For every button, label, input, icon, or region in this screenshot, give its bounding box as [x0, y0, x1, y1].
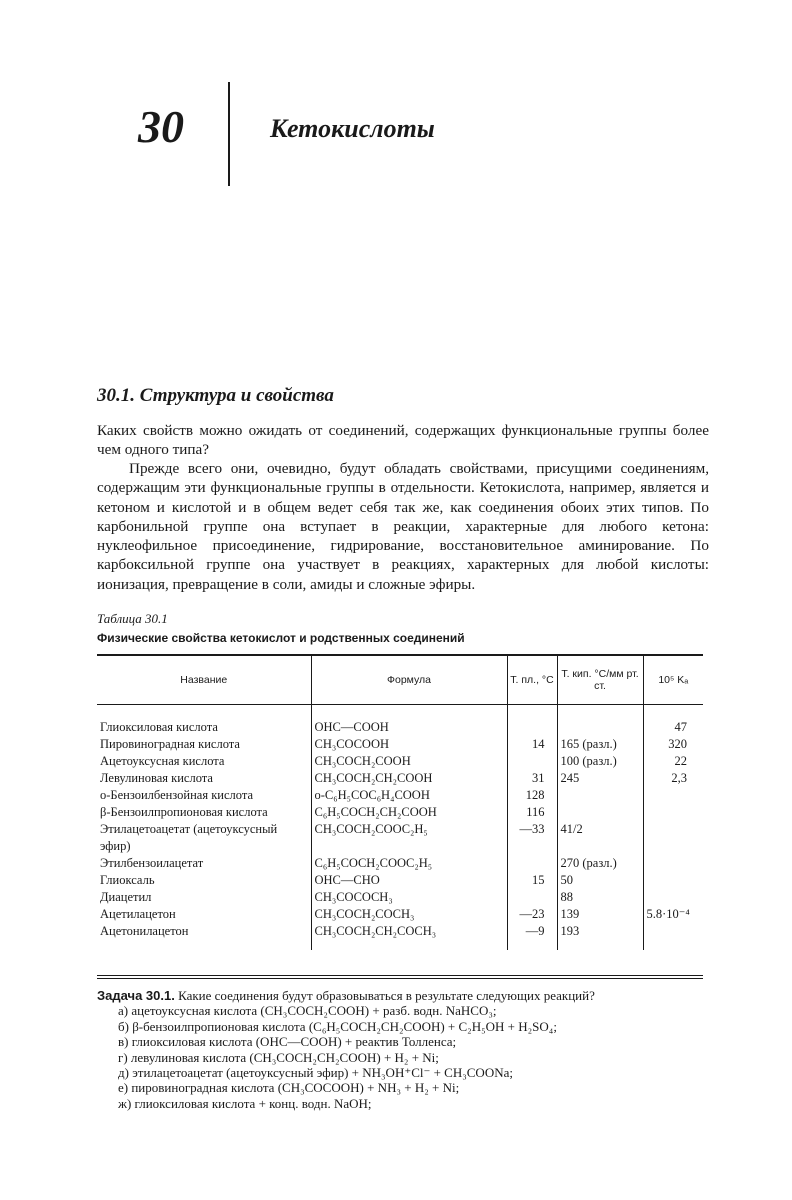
- chapter-divider: [228, 82, 230, 186]
- cell-ka: [643, 787, 703, 804]
- cell-ka: 22: [643, 753, 703, 770]
- table-body: [97, 705, 703, 951]
- cell-mp: —23: [507, 906, 557, 923]
- section-title: 30.1. Структура и свойства: [97, 385, 334, 406]
- cell-mp: [507, 855, 557, 872]
- table-title: Физические свойства кетокислот и родственных соединений: [97, 631, 465, 645]
- cell-mp: 128: [507, 787, 557, 804]
- cell-bp: 245: [557, 770, 643, 787]
- cell-ka: [643, 821, 703, 855]
- header-ka: 10⁵ Kₐ: [643, 655, 703, 705]
- paragraph-main: Прежде всего они, очевидно, будут обладать свойствами, присущими соединениям, содержащим эти функциональные группы в отдельности. Кетокислота, например, является и кетоном и кислотой и в общем ведет себя так же, как соединения обоих этих типов. По карбонильной группе она вступает в реакции, характерные для любого кетона: нуклеофильное присоединение, гидрирование, восстановительное аминирование. По карбоксильной группе она участвует в реакциях, характерных для любой кислоты: ионизация, превращение в соли, амиды и сложные эфиры.: [97, 460, 709, 593]
- cell-formula: OHC—COOH: [311, 719, 507, 736]
- cell-mp: 31: [507, 770, 557, 787]
- cell-ka: [643, 872, 703, 889]
- problem-question: Какие соединения будут образовываться в результате следующих реакций?: [178, 988, 595, 1003]
- cell-ka: [643, 923, 703, 950]
- table-row: [97, 906, 703, 923]
- header-name: Название: [97, 655, 311, 705]
- table-row: [97, 770, 703, 787]
- cell-name: о-Бензоилбензойная кислота: [100, 788, 254, 802]
- cell-mp: —33: [507, 821, 557, 855]
- cell-bp: 165 (разл.): [557, 736, 643, 753]
- chapter-title: Кетокислоты: [270, 114, 435, 143]
- cell-name: Пировиноградная кислота: [100, 737, 240, 751]
- table-row: [97, 753, 703, 770]
- header-mp: Т. пл., °С: [507, 655, 557, 705]
- properties-table: [97, 654, 703, 950]
- table-row: [97, 736, 703, 753]
- cell-name: Глиоксиловая кислота: [100, 720, 218, 734]
- cell-formula: CH₃COCOCH₃: [311, 889, 507, 906]
- cell-formula: о-C₆H₅COC₆H₄COOH: [311, 787, 507, 804]
- table-row: [97, 804, 703, 821]
- cell-name: Левулиновая кислота: [100, 771, 213, 785]
- cell-mp: —9: [507, 923, 557, 950]
- cell-ka: [643, 889, 703, 906]
- cell-mp: 116: [507, 804, 557, 821]
- table-spacer-row: [97, 705, 703, 720]
- cell-formula: C₆H₅COCH₂CH₂COOH: [311, 804, 507, 821]
- cell-formula: OHC—CHO: [311, 872, 507, 889]
- cell-bp: [557, 787, 643, 804]
- cell-mp: [507, 889, 557, 906]
- cell-formula: C₆H₅COCH₂COOC₂H₅: [311, 855, 507, 872]
- cell-bp: 41/2: [557, 821, 643, 855]
- cell-bp: 139: [557, 906, 643, 923]
- problem-label: Задача 30.1.: [97, 988, 175, 1003]
- cell-name: Этилбензоилацетат: [100, 856, 204, 870]
- header-bp: Т. кип. °С/мм рт. ст.: [557, 655, 643, 705]
- table-row: [97, 821, 703, 855]
- problem-item: г) левулиновая кислота (CH₃COCH₂CH₂COOH) + H₂ + Ni;: [118, 1049, 439, 1065]
- problem-item: в) глиоксиловая кислота (OHC—COOH) + реактив Толленса;: [118, 1034, 457, 1050]
- problem-item: е) пировиноградная кислота (CH₃COCOOH) + NH₃ + H₂ + Ni;: [118, 1080, 460, 1096]
- cell-formula: CH₃COCH₂CH₂COCH₃: [311, 923, 507, 950]
- problem-items: [97, 1003, 709, 1111]
- cell-bp: 88: [557, 889, 643, 906]
- cell-name: Ацетилацетон: [100, 907, 176, 921]
- table-row: [97, 787, 703, 804]
- cell-formula: CH₃COCH₂CH₂COOH: [311, 770, 507, 787]
- cell-formula: CH₃COCH₂COOH: [311, 753, 507, 770]
- table-header-row: [97, 655, 703, 705]
- table-row: [97, 923, 703, 950]
- cell-ka: 5.8·10⁻⁴: [643, 906, 703, 923]
- cell-name: β-Бензоилпропионовая кислота: [100, 805, 268, 819]
- table-row: [97, 855, 703, 872]
- table-row: [97, 719, 703, 736]
- cell-mp: 14: [507, 736, 557, 753]
- cell-formula: CH₃COCOOH: [311, 736, 507, 753]
- problem-heading: [97, 988, 709, 1003]
- cell-mp: [507, 719, 557, 736]
- properties-table-container: [97, 654, 703, 950]
- cell-mp: 15: [507, 872, 557, 889]
- cell-bp: 270 (разл.): [557, 855, 643, 872]
- cell-bp: 50: [557, 872, 643, 889]
- cell-bp: [557, 804, 643, 821]
- cell-ka: 47: [643, 719, 703, 736]
- table-caption: Таблица 30.1: [97, 611, 168, 626]
- cell-bp: 193: [557, 923, 643, 950]
- cell-ka: [643, 804, 703, 821]
- table-row: [97, 872, 703, 889]
- problem-item: а) ацетоуксусная кислота (CH₃COCH₂COOH) + разб. водн. NaHCO₃;: [118, 1003, 497, 1019]
- problem-item: б) β-бензоилпропионовая кислота (C₆H₅COCH₂CH₂COOH) + C₂H₅OH + H₂SO₄;: [118, 1018, 557, 1034]
- problem-block: [97, 988, 709, 1111]
- cell-ka: [643, 855, 703, 872]
- cell-ka: 320: [643, 736, 703, 753]
- paragraph-intro: Каких свойств можно ожидать от соединений, содержащих функциональные группы более чем одного типа?: [97, 422, 709, 459]
- table-bottom-rule: [97, 975, 703, 976]
- cell-name: Диацетил: [100, 890, 152, 904]
- cell-formula: CH₃COCH₂COCH₃: [311, 906, 507, 923]
- cell-bp: 100 (разл.): [557, 753, 643, 770]
- cell-mp: [507, 753, 557, 770]
- header-formula: Формула: [311, 655, 507, 705]
- cell-name: Ацетонилацетон: [100, 924, 189, 938]
- cell-ka: 2,3: [643, 770, 703, 787]
- problem-item: ж) глиоксиловая кислота + конц. водн. NaOH;: [118, 1095, 372, 1111]
- cell-bp: [557, 719, 643, 736]
- cell-name: Глиоксаль: [100, 873, 155, 887]
- table-row: [97, 889, 703, 906]
- cell-formula: CH₃COCH₂COOC₂H₅: [311, 821, 507, 855]
- problem-item: д) этилацетоацетат (ацетоуксусный эфир) + NH₃OH⁺Cl⁻ + CH₃COONa;: [118, 1065, 513, 1081]
- cell-name: Этилацетоацетат (ацетоуксусный эфир): [100, 822, 278, 853]
- table-bottom-rule-second: [97, 978, 703, 979]
- cell-name: Ацетоуксусная кислота: [100, 754, 225, 768]
- chapter-number: 30: [138, 101, 184, 152]
